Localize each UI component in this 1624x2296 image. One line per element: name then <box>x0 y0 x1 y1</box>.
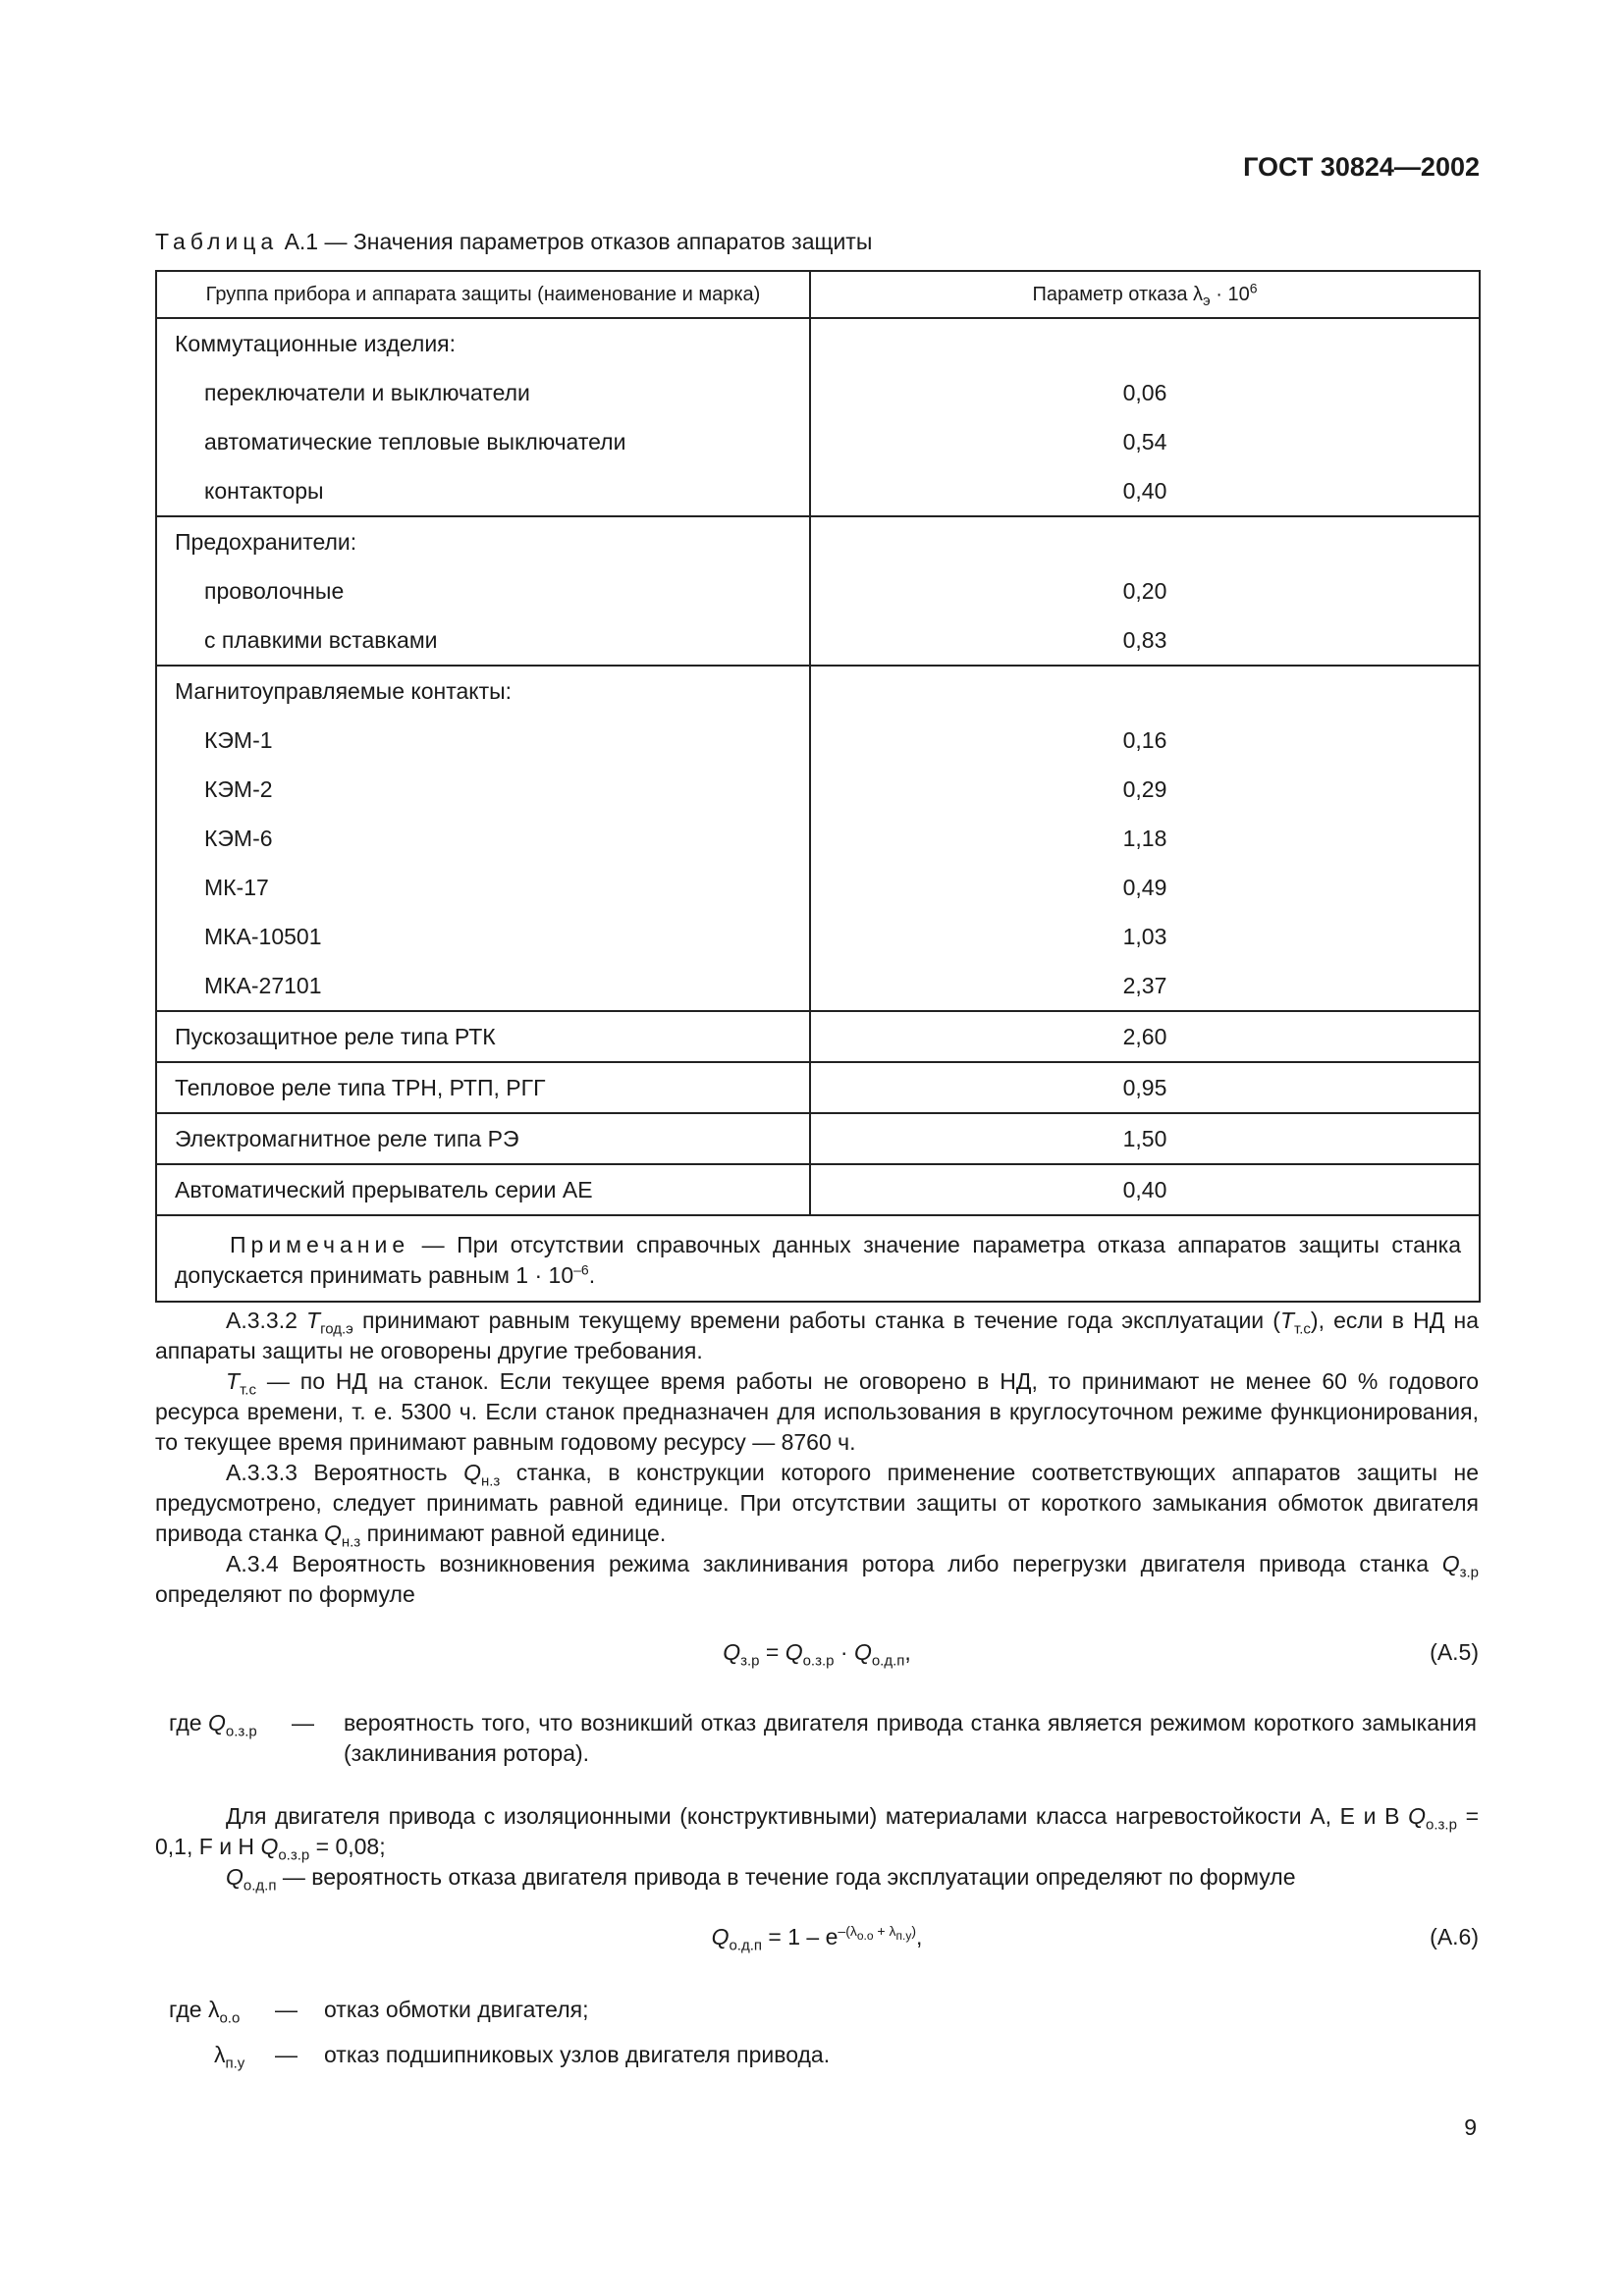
parameter-value: 1,03 <box>810 912 1480 961</box>
group-title: Магнитоуправляемые контакты: <box>156 666 810 716</box>
table-row <box>156 716 1480 765</box>
table-row <box>156 1011 1480 1062</box>
paragraph-tts: $T_{т.с}$ — по НД на станок. Если текущее время работы не оговорено в НД, то принимают не менее 60 % годового ресурса времени, т. е. 5300 ч. Если станок предназначен для использования в круглосуточном режиме функционирования, то текущее время принимают равным годовому ресурсу — 8760 ч. <box>155 1368 1479 1455</box>
parameter-value: 2,37 <box>810 961 1480 1011</box>
parameter-value: 1,18 <box>810 814 1480 863</box>
where-value: вероятность того, что возникший отказ двигателя привода станка является режимом короткого замыкания (заклинивания ротора). <box>344 1710 1477 1766</box>
table-group-row <box>156 516 1480 566</box>
device-name: переключатели и выключатели <box>156 368 810 417</box>
column-header-device: Группа прибора и аппарата защиты (наименование и марка) <box>156 271 810 318</box>
device-name: Автоматический прерыватель серии АЕ <box>156 1164 810 1215</box>
table-row <box>156 1164 1480 1215</box>
where-key: где $\lambda_{о.о}$ <box>169 1997 241 2027</box>
parameter-value: 0,20 <box>810 566 1480 615</box>
device-name: МКА-10501 <box>156 912 810 961</box>
device-name: Электромагнитное реле типа РЭ <box>156 1113 810 1164</box>
column-header-parameter: Параметр отказа $\lambda_э \cdot 10^6$ <box>810 271 1480 318</box>
document-id: ГОСТ 30824—2002 <box>1243 152 1480 182</box>
where-value: отказ подшипниковых узлов двигателя привода. <box>324 2042 831 2067</box>
paragraph-qodp: $Q_{о.д.п}$ — вероятность отказа двигателя привода в течение года эксплуатации определяют по формуле <box>226 1864 1296 1895</box>
table-group-row <box>156 318 1480 368</box>
note-label: Примечание <box>230 1232 410 1257</box>
where-dash: — <box>292 1710 314 1735</box>
formula-expression: $Q_{з.р} = Q_{о.з.р} \cdot Q_{о.д.п}$, <box>723 1639 911 1670</box>
parameter-value: 0,16 <box>810 716 1480 765</box>
table-row <box>156 863 1480 912</box>
device-name: КЭМ-1 <box>156 716 810 765</box>
table-group-row <box>156 666 1480 716</box>
formula-number: (А.6) <box>1430 1924 1479 1949</box>
parameter-value: 0,06 <box>810 368 1480 417</box>
table-row <box>156 765 1480 814</box>
device-name: автоматические тепловые выключатели <box>156 417 810 466</box>
parameters-table <box>155 270 1481 1303</box>
table-row <box>156 615 1480 666</box>
table-row <box>156 368 1480 417</box>
where-key: где $Q_{о.з.р}$ <box>169 1710 257 1740</box>
table-row <box>156 417 1480 466</box>
table-row <box>156 814 1480 863</box>
body-text <box>155 1306 1479 1610</box>
device-name: Тепловое реле типа ТРН, РТП, РГГ <box>156 1062 810 1113</box>
paragraph-insulation: Для двигателя привода с изоляционными (конструктивными) материалами класса нагревостойкости А, Е и В $Q_{о.з.р} = 0,1$, F и H $Q_{о.з.р} = 0,08$; <box>155 1803 1479 1864</box>
parameter-value: 0,40 <box>810 466 1480 516</box>
device-name: МК-17 <box>156 863 810 912</box>
table-note: Примечание — При отсутствии справочных данных значение параметра отказа аппаратов защиты станка допускается принимать равным $1 \cdot 10^{-6}$. <box>156 1215 1480 1302</box>
page-number: 9 <box>1464 2114 1477 2140</box>
device-name: контакторы <box>156 466 810 516</box>
parameter-value: 0,29 <box>810 765 1480 814</box>
table-header-row <box>156 271 1480 318</box>
where-value: отказ обмотки двигателя; <box>324 1997 589 2022</box>
formula-expression: $Q_{о.д.п} = 1 - e^{-(\lambda_{о.о} + \lambda_{п.у})}$, <box>711 1923 923 1954</box>
table-row <box>156 912 1480 961</box>
table-caption-title: А.1 — Значения параметров отказов аппаратов защиты <box>278 229 873 254</box>
parameter-value: 2,60 <box>810 1011 1480 1062</box>
parameter-value: 0,40 <box>810 1164 1480 1215</box>
group-title: Коммутационные изделия: <box>156 318 810 368</box>
paragraph-a333: А.3.3.3 Вероятность $Q_{н.з}$ станка, в конструкции которого применение соответствующих аппаратов защиты не предусмотрено, следует принимать равной единице. При отсутствии защиты от короткого замыкания обмоток двигателя привода станка $Q_{н.з}$ принимают равной единице. <box>155 1460 1480 1551</box>
parameter-value: 0,49 <box>810 863 1480 912</box>
where-dash: — <box>275 1997 298 2022</box>
table-row <box>156 466 1480 516</box>
group-title: Предохранители: <box>156 516 810 566</box>
formula-number: (А.5) <box>1430 1639 1479 1665</box>
table-caption <box>155 229 872 255</box>
parameter-value: 0,95 <box>810 1062 1480 1113</box>
parameter-value: 0,83 <box>810 615 1480 666</box>
table-row <box>156 961 1480 1011</box>
body-text-2 <box>155 1801 1479 1893</box>
device-name: КЭМ-2 <box>156 765 810 814</box>
paragraph-a34: А.3.4 Вероятность возникновения режима заклинивания ротора либо перегрузки двигателя привода станка $Q_{з.р}$ определяют по формуле <box>155 1551 1479 1607</box>
device-name: КЭМ-6 <box>156 814 810 863</box>
device-name: с плавкими вставками <box>156 615 810 666</box>
where-key: $\lambda_{п.у}$ <box>214 2042 245 2072</box>
table-note-row <box>156 1215 1480 1302</box>
device-name: МКА-27101 <box>156 961 810 1011</box>
table-caption-prefix: Таблица <box>155 229 279 254</box>
paragraph-a332: А.3.3.2 $T_{год.э}$ принимают равным текущему времени работы станка в течение года эксплуатации $(T_{т.с})$, если в НД на аппараты защиты не оговорены другие требования. <box>155 1308 1479 1363</box>
device-name: проволочные <box>156 566 810 615</box>
device-name: Пускозащитное реле типа РТК <box>156 1011 810 1062</box>
where-dash: — <box>275 2042 298 2067</box>
table-row <box>156 1062 1480 1113</box>
parameter-value: 1,50 <box>810 1113 1480 1164</box>
table-row <box>156 1113 1480 1164</box>
parameter-value: 0,54 <box>810 417 1480 466</box>
table-row <box>156 566 1480 615</box>
